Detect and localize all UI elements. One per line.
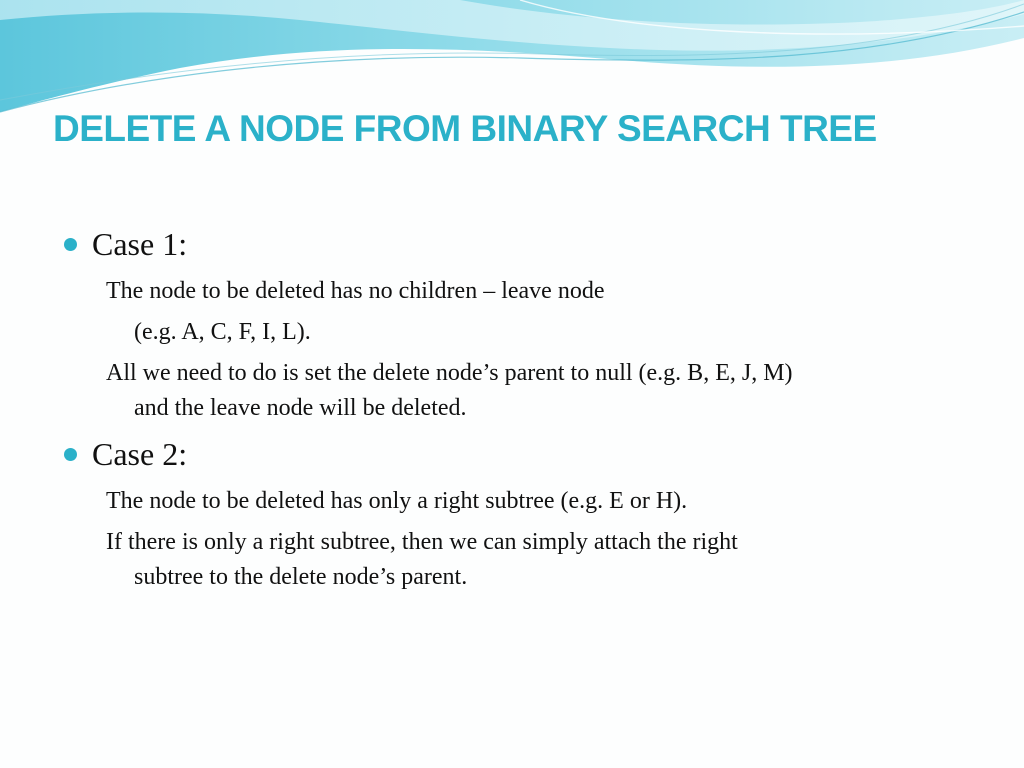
case-1-text-line: All we need to do is set the delete node’s parent to null (e.g. B, E, J, M) [106, 360, 793, 386]
case-1-text-line: (e.g. A, C, F, I, L). [134, 319, 311, 345]
case-2-text-line: The node to be deleted has only a right subtree (e.g. E or H). [106, 488, 688, 514]
bullet-icon [64, 448, 77, 461]
case-1-heading: Case 1: [92, 226, 188, 262]
case-1-text-line: The node to be deleted has no children – leave node [106, 278, 605, 304]
case-2-text-line: subtree to the delete node’s parent. [134, 564, 468, 590]
bullet-icon [64, 238, 77, 251]
case-2-text-line: If there is only a right subtree, then we can simply attach the right [106, 529, 738, 555]
case-2-heading: Case 2: [92, 436, 188, 472]
slide-title: DELETE A NODE FROM BINARY SEARCH TREE [53, 108, 877, 149]
case-1-text-line: and the leave node will be deleted. [134, 395, 467, 421]
